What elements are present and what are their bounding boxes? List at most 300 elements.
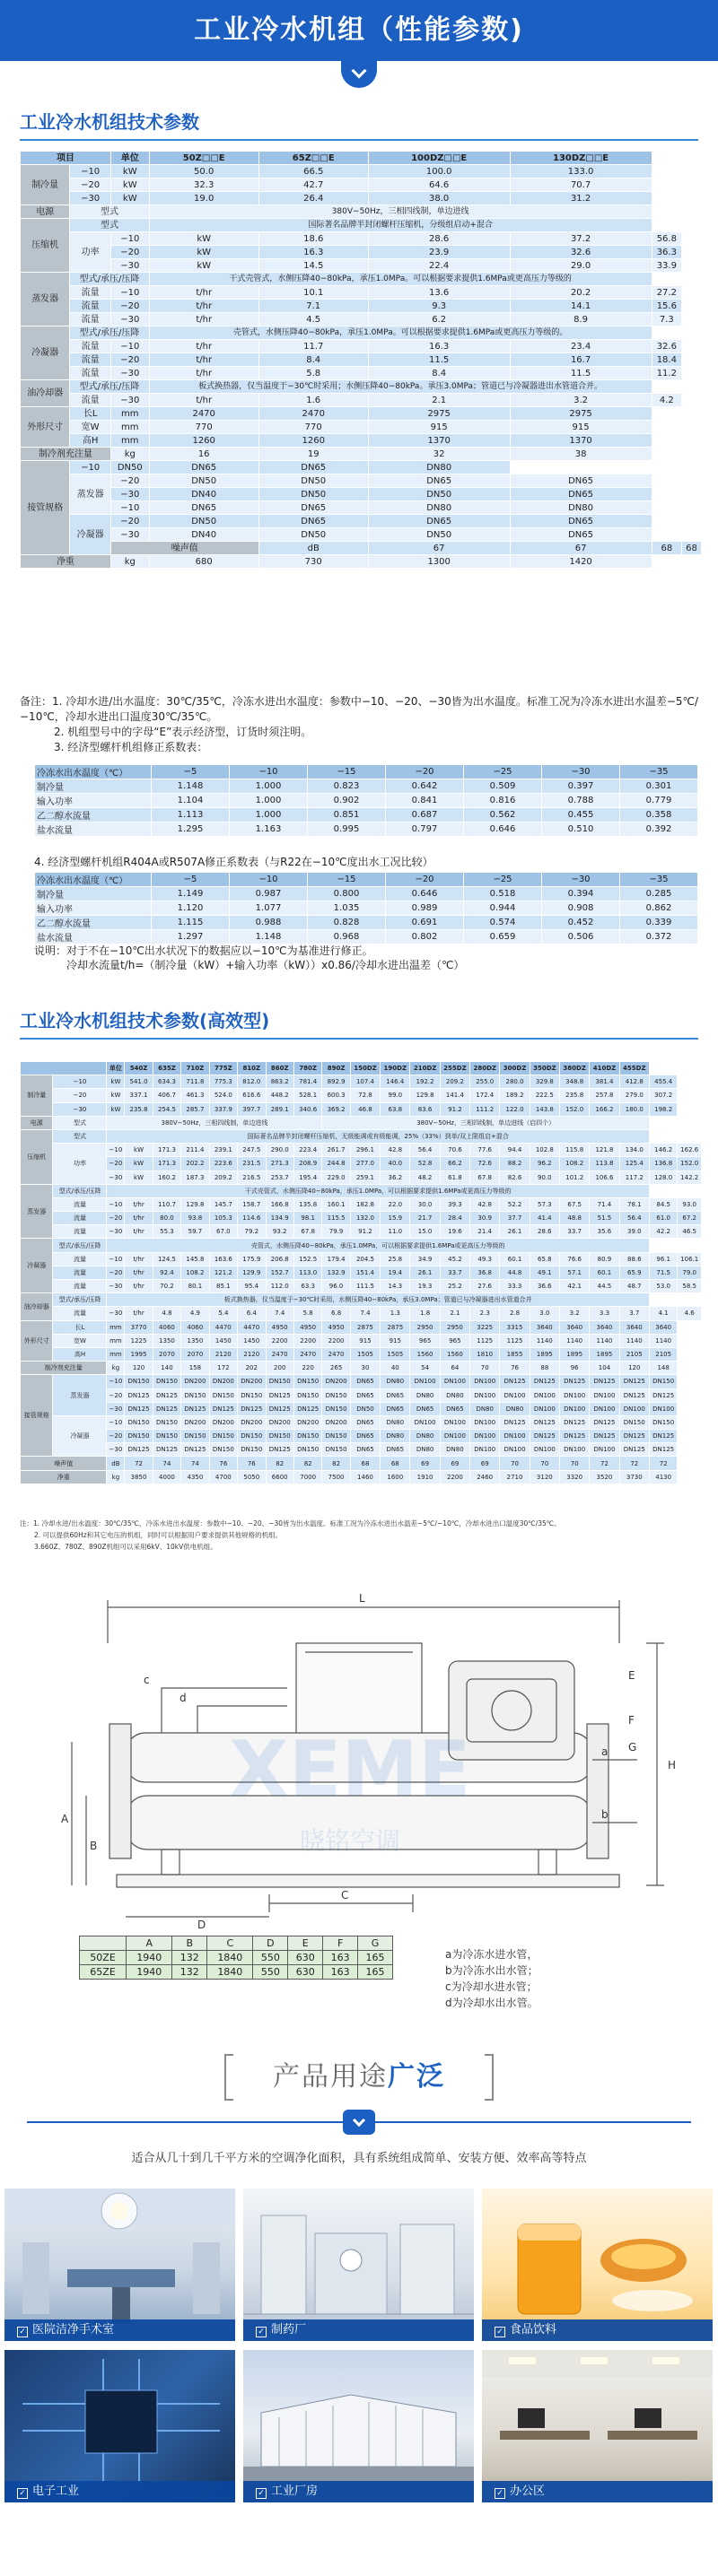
pipe-legend-b: b为冷冻水出水管； — [445, 1964, 538, 1977]
table-cell: 209.2 — [440, 1075, 469, 1089]
table-cell: 72.8 — [350, 1089, 380, 1102]
table-cell: 100DZ□□E — [368, 152, 510, 165]
table-cell: 152.0 — [678, 1157, 702, 1171]
table-row — [21, 353, 702, 367]
section-1-header — [0, 108, 718, 141]
table-cell: 0.968 — [308, 930, 386, 944]
table-cell: −30 — [110, 394, 149, 407]
table-row — [21, 165, 702, 178]
table-cell: 76 — [238, 1457, 266, 1470]
table-cell: DN125 — [619, 1430, 649, 1443]
section-1-rule — [20, 139, 698, 141]
table-cell: DN125 — [530, 1430, 559, 1443]
table-cell: 70 — [500, 1457, 530, 1470]
table-row — [21, 1239, 702, 1252]
table-cell: 4470 — [209, 1320, 237, 1334]
table-cell: 8.4 — [258, 353, 368, 367]
use-tile-electronics — [4, 2350, 235, 2502]
table-cell: kg — [110, 555, 149, 569]
table-cell: DN100 — [530, 1388, 559, 1402]
table-cell: 172 — [209, 1362, 237, 1375]
table-cell: 9.3 — [368, 300, 510, 313]
table-cell: 198.2 — [649, 1102, 677, 1116]
table-cell: 165 — [358, 1965, 393, 1980]
office-illustration — [482, 2350, 713, 2502]
table-cell: 干式壳管式，水侧压降40−80kPa，承压1.0MPa，可以根据要求提供1.6MPa或更高压力等级的 — [107, 1184, 649, 1197]
table-cell: 21.7 — [410, 1212, 440, 1225]
table-cell: kW — [125, 1157, 153, 1171]
table-cell: 128.0 — [649, 1171, 677, 1184]
table-cell: DN200 — [238, 1375, 266, 1388]
table-cell: 71.5 — [649, 1266, 677, 1279]
table-cell: 114.6 — [238, 1212, 266, 1225]
table-cell: DN50 — [149, 515, 258, 528]
table-cell: 噪声值 — [21, 1457, 107, 1470]
table-cell: 4130 — [649, 1470, 677, 1484]
table-cell: 1.3 — [381, 1307, 410, 1320]
table-cell: 104 — [590, 1362, 619, 1375]
use-tile-hospital — [4, 2189, 235, 2341]
table-cell: 1225 — [125, 1334, 153, 1347]
correction-table-2-title: 4. 经济型螺杆机组R404A或R507A修正系数表（与R22在−10℃度出水工况比较） — [34, 856, 433, 868]
table-cell: −5 — [152, 873, 230, 887]
table-cell: 2.1 — [368, 394, 510, 407]
table-cell: DN80 — [510, 501, 652, 515]
table-cell: 流量 — [53, 1212, 107, 1225]
check-icon: ✓ — [256, 2327, 267, 2337]
table-cell: 型式/承压/压降 — [70, 380, 149, 394]
table-cell: DN125 — [153, 1443, 180, 1457]
table-cell: 2975 — [368, 407, 510, 421]
table-cell: 0.562 — [464, 808, 542, 822]
table-cell: DN100 — [500, 1430, 530, 1443]
table-cell: −15 — [308, 873, 386, 887]
table-cell: 7.1 — [258, 300, 368, 313]
table-row — [21, 1129, 702, 1143]
dim-label-E: E — [628, 1669, 635, 1682]
table-cell: 7.4 — [266, 1307, 293, 1320]
table-cell: 1840 — [207, 1951, 253, 1965]
table-cell: 0.995 — [308, 822, 386, 837]
table-cell: 82.6 — [500, 1171, 530, 1184]
bracket-left — [224, 2054, 233, 2101]
table-cell: 1600 — [381, 1470, 410, 1484]
use-tile-hospital-caption — [4, 2319, 235, 2341]
table-cell: 71.4 — [590, 1197, 619, 1211]
table-cell: DN100 — [590, 1443, 619, 1457]
table-cell: 162.6 — [678, 1144, 702, 1157]
table-cell: t/hr — [149, 394, 258, 407]
table-2-note-3: 3.660Z、780Z、890Z机组可以采用6kV、10kV供电机组。 — [34, 1543, 217, 1551]
table-cell: 0.642 — [386, 779, 464, 794]
table-cell: 2470 — [293, 1347, 321, 1361]
table-cell: −35 — [620, 765, 698, 779]
table-cell: 1810 — [470, 1347, 500, 1361]
table-cell: −20 — [107, 1266, 125, 1279]
table-cell: 166.2 — [590, 1102, 619, 1116]
table-cell: −20 — [110, 246, 149, 259]
table-row — [21, 1184, 702, 1197]
table-cell: 2470 — [149, 407, 258, 421]
table-cell: 壳管式，水侧压降40−80kPa，承压1.0MPa。可以根据要求提供1.6MPa或更高压力等级的。 — [149, 326, 652, 340]
table-cell: 68 — [381, 1457, 410, 1470]
table-cell: DN100 — [470, 1415, 500, 1429]
table-cell: DN80 — [381, 1430, 410, 1443]
table-cell: DN80 — [381, 1375, 410, 1388]
table-cell: 455DZ — [619, 1062, 649, 1075]
table-cell: 49.3 — [470, 1252, 500, 1266]
table-cell: DN65 — [350, 1375, 380, 1388]
product-use-title — [224, 2054, 494, 2101]
table-cell: 680 — [149, 555, 258, 569]
table-cell: 965 — [440, 1334, 469, 1347]
table-cell: 120 — [619, 1362, 649, 1375]
table-cell: DN125 — [125, 1402, 153, 1415]
table-row — [21, 1388, 702, 1402]
table-cell: 23.4 — [510, 340, 652, 353]
table-cell: 16.3 — [368, 340, 510, 353]
table-cell: 66.5 — [258, 165, 368, 178]
table-cell: DN40 — [149, 488, 258, 501]
table-cell: 6.2 — [368, 313, 510, 326]
table-cell: DN150 — [125, 1375, 153, 1388]
table-cell: 67.0 — [209, 1225, 237, 1239]
table-cell: 2120 — [209, 1347, 237, 1361]
table-cell: 32.6 — [652, 340, 682, 353]
table-row — [21, 1212, 702, 1225]
table-cell: 蒸发器 — [21, 1184, 53, 1239]
table-cell: 0.518 — [464, 887, 542, 901]
table-cell: 915 — [381, 1334, 410, 1347]
table-cell: DN100 — [470, 1430, 500, 1443]
table-cell: DN65 — [381, 1402, 410, 1415]
table-cell: 36.6 — [530, 1280, 559, 1293]
table-cell: DN150 — [153, 1375, 180, 1388]
table-cell: DN100 — [500, 1388, 530, 1402]
table-cell: 油冷却器 — [21, 1293, 53, 1320]
table-cell: 41.4 — [530, 1212, 559, 1225]
table-cell: DN200 — [322, 1375, 350, 1388]
table-cell: 1140 — [619, 1334, 649, 1347]
table-cell: DN150 — [209, 1443, 237, 1457]
table-cell: 93.0 — [678, 1197, 702, 1211]
table-row — [21, 192, 702, 205]
table-cell: kW — [125, 1171, 153, 1184]
chevron-down-icon — [343, 2110, 375, 2135]
table-cell: 3120 — [530, 1470, 559, 1484]
table-row — [21, 1470, 702, 1484]
dim-label-B: B — [90, 1840, 98, 1852]
table-cell: t/hr — [125, 1225, 153, 1239]
table-cell: DN100 — [410, 1415, 440, 1429]
table-cell: 20.2 — [510, 286, 652, 300]
table-cell: −10 — [110, 286, 149, 300]
table-cell: DN100 — [590, 1388, 619, 1402]
table-cell: 2470 — [258, 407, 368, 421]
table-header-row — [35, 765, 698, 779]
table-cell: 1.115 — [152, 916, 230, 930]
use-tile-factory — [243, 2350, 474, 2502]
table-cell: kW — [149, 246, 258, 259]
dim-label-H: H — [668, 1759, 677, 1771]
table-cell: 65.8 — [530, 1252, 559, 1266]
table-cell: 压缩机 — [21, 1129, 53, 1184]
table-cell: 39.0 — [619, 1225, 649, 1239]
table-cell: DN80 — [500, 1402, 530, 1415]
table-cell: 68 — [652, 542, 682, 555]
chiller-dimension-drawing — [54, 1589, 682, 1930]
table-cell: 1.149 — [152, 887, 230, 901]
table-cell: 1450 — [238, 1334, 266, 1347]
table-cell: 制冷量 — [35, 779, 152, 794]
table-cell: 10.1 — [258, 286, 368, 300]
table-row — [35, 916, 698, 930]
table-cell: 78.1 — [619, 1197, 649, 1211]
table-cell: t/hr — [125, 1197, 153, 1211]
table-cell: 3.7 — [619, 1307, 649, 1320]
table-cell: G — [358, 1936, 393, 1951]
table-cell: 261.7 — [322, 1144, 350, 1157]
table-cell: 79.2 — [238, 1225, 266, 1239]
section-2-rule — [20, 1038, 698, 1040]
table-cell: 流量 — [70, 367, 111, 380]
table-cell: 163 — [323, 1951, 358, 1965]
table-cell: DN125 — [530, 1375, 559, 1388]
table-cell: 1140 — [590, 1334, 619, 1347]
table-cell: 48.2 — [410, 1171, 440, 1184]
table-cell: 171.3 — [153, 1144, 180, 1157]
table-cell: DN100 — [470, 1388, 500, 1402]
table-cell: 0.452 — [542, 916, 620, 930]
table-cell: 1995 — [125, 1347, 153, 1361]
table-cell: 0.823 — [308, 779, 386, 794]
table-cell: DN80 — [410, 1388, 440, 1402]
table-cell: 3850 — [125, 1470, 153, 1484]
table-cell: 21.4 — [470, 1225, 500, 1239]
table-cell: DN65 — [258, 515, 368, 528]
table-cell: 616.6 — [238, 1089, 266, 1102]
table-cell: 34.9 — [410, 1252, 440, 1266]
table-cell: DN100 — [440, 1430, 469, 1443]
table-cell: 79.0 — [678, 1266, 702, 1279]
table-cell: 72 — [125, 1457, 153, 1470]
table-cell: −30 — [542, 873, 620, 887]
table-cell: 1840 — [207, 1965, 253, 1980]
table-cell: 1125 — [470, 1334, 500, 1347]
table-cell: 1460 — [350, 1470, 380, 1484]
table-cell: 3315 — [500, 1320, 530, 1334]
table-row — [21, 1415, 702, 1429]
table-cell: 国际著名品牌半封闭螺杆压缩机，无级能调或有级能调，25%（33%）到单/双上限组启+混合 — [107, 1129, 649, 1143]
table-cell: 2470 — [266, 1347, 293, 1361]
table-cell: DN65 — [350, 1415, 380, 1429]
check-icon: ✓ — [17, 2327, 28, 2337]
table-cell: 型式 — [70, 205, 149, 219]
table-cell: 285.7 — [181, 1102, 209, 1116]
table-cell: DN125 — [209, 1402, 237, 1415]
table-cell: 0.987 — [230, 887, 308, 901]
table-cell: t/hr — [149, 300, 258, 313]
table-cell: 0.574 — [464, 916, 542, 930]
table-cell: DN100 — [410, 1375, 440, 1388]
table-cell: 3770 — [125, 1320, 153, 1334]
table-cell: 259.1 — [350, 1171, 380, 1184]
table-cell: 235.8 — [125, 1102, 153, 1116]
table-cell: DN125 — [266, 1402, 293, 1415]
table-cell: 流量 — [70, 300, 111, 313]
table-cell: 142.2 — [678, 1171, 702, 1184]
table-row — [21, 407, 702, 421]
table-cell: DN100 — [560, 1388, 590, 1402]
table-cell: 93.8 — [181, 1212, 209, 1225]
table-cell: −10 — [230, 765, 308, 779]
table-cell: 132.0 — [350, 1212, 380, 1225]
table-cell: 流量 — [70, 340, 111, 353]
table-cell: 19.3 — [410, 1280, 440, 1293]
table-cell: 19.6 — [440, 1225, 469, 1239]
table-row — [21, 205, 702, 219]
table-row — [21, 488, 702, 501]
table-cell: 0.944 — [464, 901, 542, 916]
table-cell: 135.8 — [293, 1197, 321, 1211]
table-cell: 337.1 — [125, 1089, 153, 1102]
table-cell: 42.2 — [649, 1225, 677, 1239]
table-cell: DN125 — [181, 1402, 209, 1415]
table-cell: 0.659 — [464, 930, 542, 944]
table-cell: DN100 — [470, 1443, 500, 1457]
table-cell: 524.0 — [209, 1089, 237, 1102]
table-row — [21, 1225, 702, 1239]
table-cell: 15.0 — [410, 1225, 440, 1239]
table-cell: 25.2 — [440, 1280, 469, 1293]
table-cell: 1.035 — [308, 901, 386, 916]
table-cell: 134.0 — [619, 1144, 649, 1157]
table-cell: mm — [107, 1334, 125, 1347]
table-cell: 4950 — [293, 1320, 321, 1334]
table-cell: 高H — [53, 1347, 107, 1361]
table-cell: 61.0 — [649, 1212, 677, 1225]
table-cell: 68 — [682, 542, 702, 555]
table-cell: −20 — [110, 300, 149, 313]
use-tile-pharma-caption — [243, 2319, 474, 2341]
table-cell: 130DZ□□E — [510, 152, 652, 165]
table-cell: DN80 — [368, 461, 510, 474]
table-row — [21, 515, 702, 528]
table-row — [21, 394, 702, 407]
table-row — [21, 246, 702, 259]
table-cell: 0.989 — [386, 901, 464, 916]
table-cell: DN50 — [350, 1402, 380, 1415]
table-cell: DN125 — [500, 1375, 530, 1388]
table-cell: 66.2 — [440, 1157, 469, 1171]
table-row — [35, 930, 698, 944]
table-row — [21, 1334, 702, 1347]
table-cell: 38.0 — [368, 192, 510, 205]
table-cell: 25.8 — [381, 1252, 410, 1266]
table-cell: 42.8 — [381, 1144, 410, 1157]
table-cell: 8.9 — [510, 313, 652, 326]
check-icon: ✓ — [256, 2488, 267, 2499]
table-cell: −25 — [464, 873, 542, 887]
circuit-board-illustration — [4, 2350, 235, 2502]
table-cell: 68 — [350, 1457, 380, 1470]
table-cell: 710Z — [181, 1062, 209, 1075]
table-row — [21, 380, 702, 394]
check-icon: ✓ — [495, 2488, 505, 2499]
table-cell: 国际著名品牌半封闭螺杆压缩机，分级组启动+混合 — [149, 219, 652, 232]
table-cell: 2105 — [649, 1347, 677, 1361]
table-row — [21, 1280, 702, 1293]
table-cell: DN200 — [322, 1415, 350, 1429]
table-row — [21, 1402, 702, 1415]
table-cell: −20 — [110, 353, 149, 367]
table-cell: 94.4 — [500, 1144, 530, 1157]
table-cell: 223.6 — [209, 1157, 237, 1171]
table-cell: E — [288, 1936, 323, 1951]
table-cell: DN65 — [410, 1402, 440, 1415]
spec-table-high-efficiency — [20, 1061, 702, 1484]
table-cell: 202 — [238, 1362, 266, 1375]
table-cell: 2875 — [381, 1320, 410, 1334]
table-cell: 134.9 — [266, 1212, 293, 1225]
table-cell: 60.1 — [590, 1266, 619, 1279]
table-cell: −25 — [464, 765, 542, 779]
table-row — [35, 822, 698, 837]
table-cell: DN65 — [350, 1430, 380, 1443]
table-cell: 70 — [560, 1457, 590, 1470]
table-cell: kW — [149, 232, 258, 246]
table-cell: 730 — [258, 555, 368, 569]
table-cell: 1505 — [381, 1347, 410, 1361]
table-cell: 82 — [293, 1457, 321, 1470]
table-2-note-2: 2. 可以提供60Hz和其它电压的机组，同时可以根据用户要求提供其他规格的机组。 — [34, 1531, 283, 1539]
table-cell: 29.0 — [510, 259, 652, 273]
table-cell: 770 — [258, 421, 368, 434]
table-cell: 33.7 — [560, 1225, 590, 1239]
table-cell: DN65 — [381, 1388, 410, 1402]
table-cell: 1350 — [181, 1334, 209, 1347]
section-1-title: 工业冷水机组技术参数 — [20, 111, 199, 133]
table-cell: 965 — [410, 1334, 440, 1347]
table-cell: 2875 — [350, 1320, 380, 1334]
table-cell: 27.6 — [470, 1280, 500, 1293]
table-cell: 4.1 — [649, 1307, 677, 1320]
table-cell: 46.8 — [350, 1102, 380, 1116]
table-cell: 14.1 — [510, 300, 652, 313]
notes-block — [20, 694, 702, 755]
pipe-label-d: d — [180, 1692, 187, 1704]
table-cell: 流量 — [53, 1197, 107, 1211]
table-row — [21, 1157, 702, 1171]
table-cell: 1505 — [350, 1347, 380, 1361]
table-cell: 132.9 — [322, 1266, 350, 1279]
table-cell: 72 — [619, 1457, 649, 1470]
table-row — [21, 474, 702, 488]
table-cell: 148 — [649, 1362, 677, 1375]
table-cell: DN100 — [440, 1375, 469, 1388]
table-cell: 72 — [590, 1457, 619, 1470]
table-cell: −30 — [110, 528, 149, 542]
table-cell: DN100 — [560, 1402, 590, 1415]
table-cell: 蒸发器 — [70, 474, 111, 515]
table-cell: 8.4 — [368, 367, 510, 380]
table-cell: DN125 — [238, 1402, 266, 1415]
table-cell: 96.1 — [649, 1252, 677, 1266]
table-cell: −30 — [107, 1280, 125, 1293]
table-cell: 770 — [149, 421, 258, 434]
table-cell: 2200 — [440, 1470, 469, 1484]
table-cell: 892.9 — [322, 1075, 350, 1089]
